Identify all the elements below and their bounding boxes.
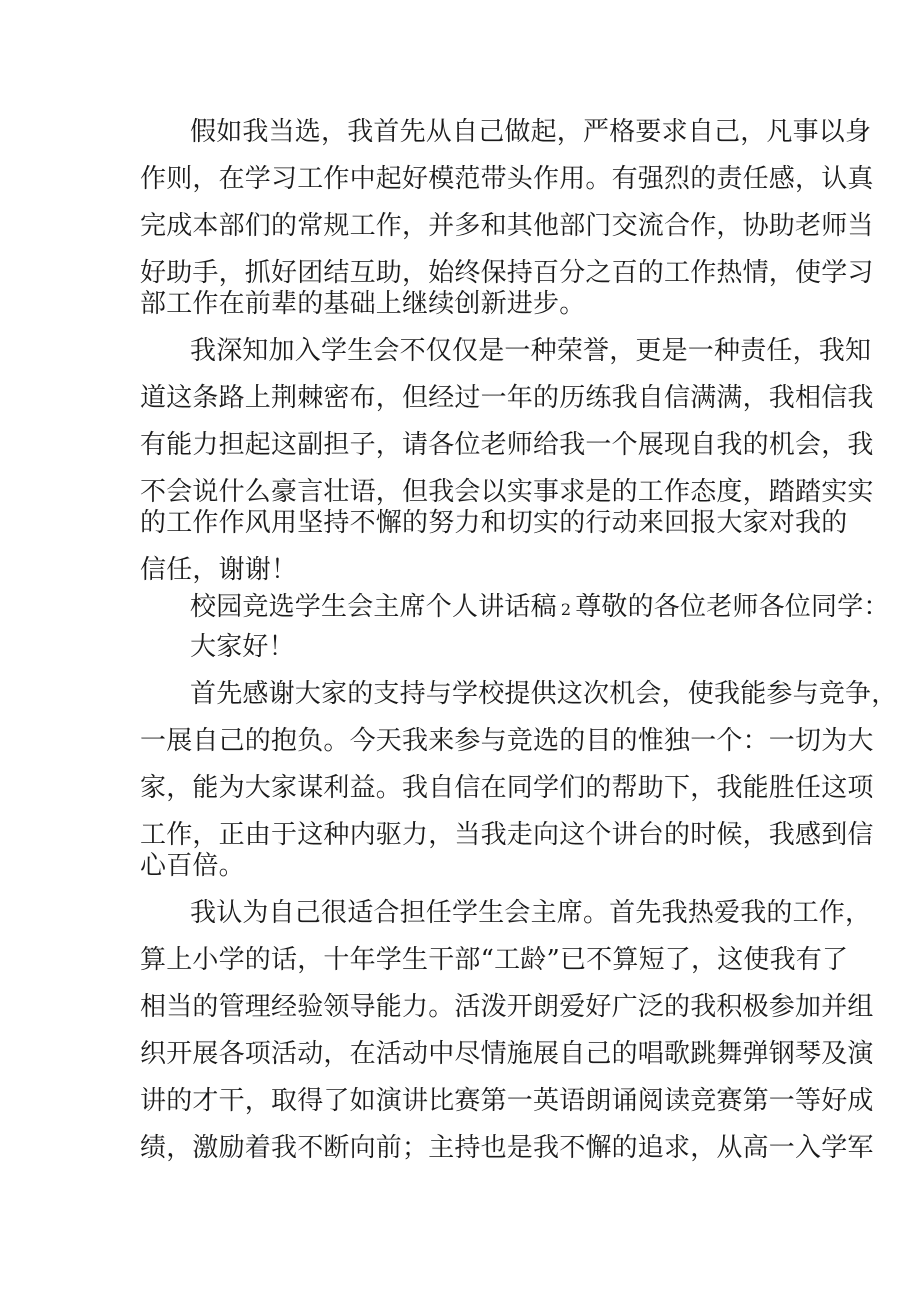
paragraph-1-line-5: 部工作在前辈的基础上继续创新进步。 [140, 289, 586, 319]
paragraph-3-line-4: 工作，正由于这种内驱力，当我走向这个讲台的时候，我感到信 [140, 820, 874, 850]
paragraph-2-line-4: 不会说什么豪言壮语，但我会以实事求是的工作态度，踏踏实实 [140, 477, 874, 507]
paragraph-4-line-5: 讲的才干，取得了如演讲比赛第一英语朗诵阅读竞赛第一等好成 [140, 1086, 874, 1116]
speech-title-text: 校园竞选学生会主席个人讲话稿 [190, 592, 557, 622]
paragraph-4-line-1: 我认为自己很适合担任学生会主席。首先我热爱我的工作， [190, 898, 872, 928]
greeting: 大家好！ [190, 632, 295, 662]
paragraph-1-line-1: 假如我当选，我首先从自己做起，严格要求自己，凡事以身 [190, 117, 872, 147]
paragraph-2-line-6: 信任，谢谢！ [140, 555, 298, 585]
paragraph-2-line-2: 道这条路上荆棘密布，但经过一年的历练我自信满满，我相信我 [140, 383, 874, 413]
paragraph-4-line-3: 相当的管理经验领导能力。活泼开朗爱好广泛的我积极参加并组 [140, 992, 874, 1022]
paragraph-4-line-4: 织开展各项活动，在活动中尽情施展自己的唱歌跳舞弹钢琴及演 [140, 1039, 874, 1069]
paragraph-1-line-2: 作则，在学习工作中起好模范带头作用。有强烈的责任感，认真 [140, 164, 874, 194]
paragraph-4-line-6: 绩，激励着我不断向前；主持也是我不懈的追求，从高一入学军 [140, 1133, 874, 1163]
paragraph-1-line-4: 好助手，抓好团结互助，始终保持百分之百的工作热情，使学习 [140, 258, 874, 288]
paragraph-4-line-2: 算上小学的话，十年学生干部“工龄”已不算短了，这使我有了 [140, 945, 849, 975]
paragraph-1-line-3: 完成本部们的常规工作，并多和其他部门交流合作，协助老师当 [140, 211, 874, 241]
paragraph-3-line-3: 家，能为大家谋利益。我自信在同学们的帮助下，我能胜任这项 [140, 773, 874, 803]
paragraph-2-line-5: 的工作作风用坚持不懈的努力和切实的行动来回报大家对我的 [140, 508, 848, 538]
speech-title-number: 2 [560, 600, 572, 619]
speech-title [190, 590, 890, 627]
paragraph-2-line-1: 我深知加入学生会不仅仅是一种荣誉，更是一种责任，我知 [190, 336, 872, 366]
paragraph-3-line-1: 首先感谢大家的支持与学校提供这次机会，使我能参与竞争， [190, 679, 898, 709]
paragraph-3-line-5: 心百倍。 [140, 851, 245, 881]
paragraph-3-line-2: 一展自己的抱负。今天我来参与竞选的目的惟独一个：一切为大 [140, 726, 874, 756]
paragraph-2-line-3: 有能力担起这副担子，请各位老师给我一个展现自我的机会，我 [140, 430, 874, 460]
speech-title-salutation: 尊敬的各位老师各位同学： [575, 592, 890, 622]
